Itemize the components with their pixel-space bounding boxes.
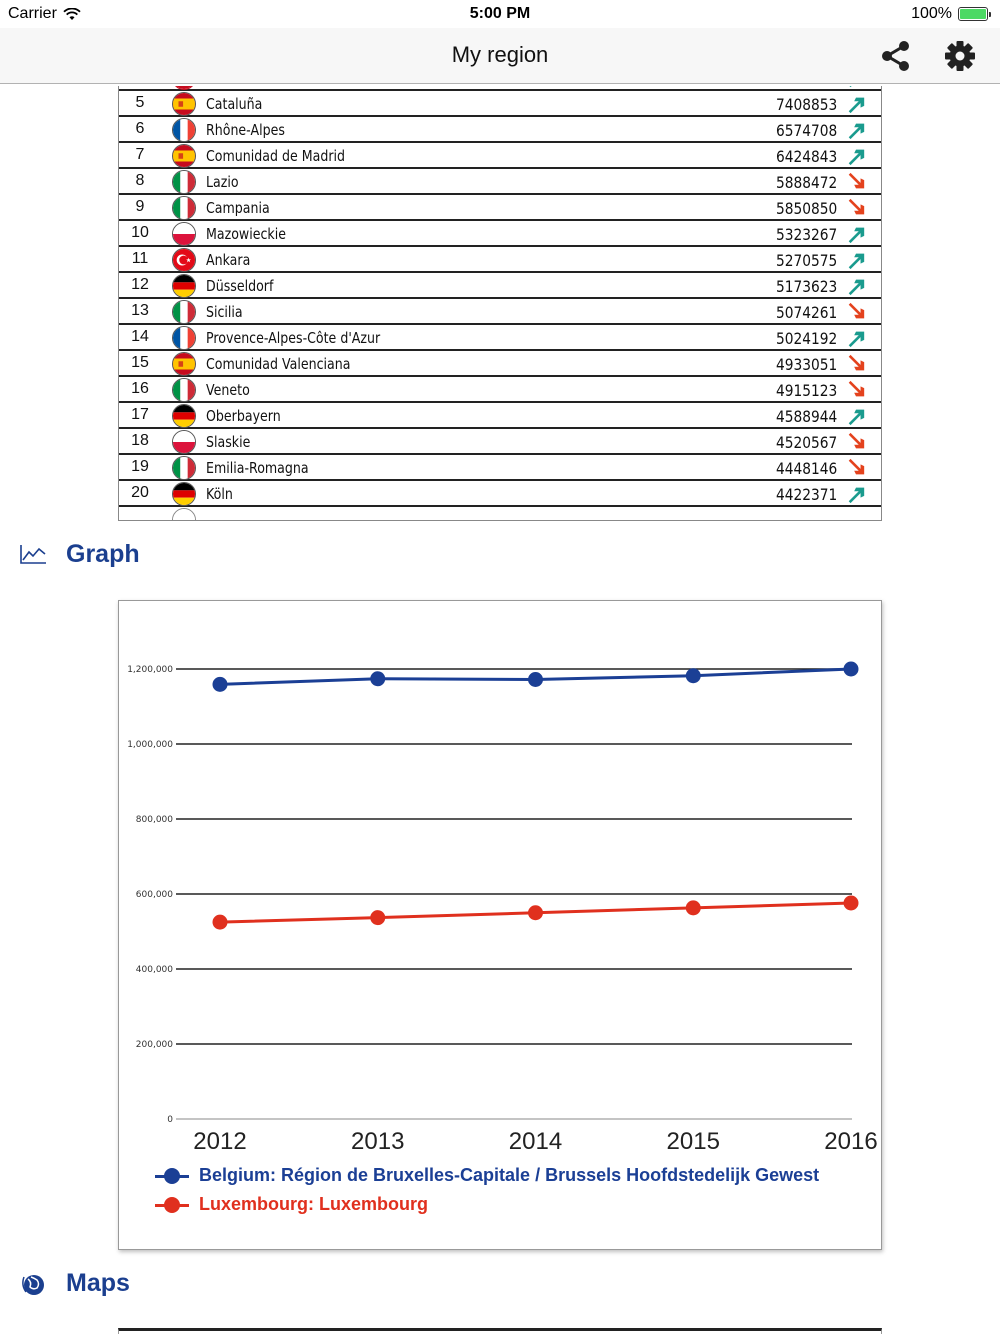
x-tick-label: 2016 bbox=[824, 1128, 878, 1155]
flag-it-icon bbox=[172, 378, 196, 402]
region-name: Provence-Alpes-Côte d'Azur bbox=[206, 329, 381, 347]
y-tick-label: 400,000 bbox=[135, 965, 173, 975]
x-tick-label: 2013 bbox=[351, 1128, 405, 1155]
table-row[interactable] bbox=[119, 117, 881, 143]
table-row[interactable] bbox=[119, 143, 881, 169]
region-name: Sicilia bbox=[206, 303, 243, 321]
graph-section-header bbox=[18, 540, 140, 569]
rank-number: 9 bbox=[135, 198, 145, 215]
trend-up-icon bbox=[845, 328, 867, 348]
population-value: 4448146 bbox=[775, 459, 837, 478]
flag-it-icon bbox=[172, 456, 196, 480]
flag-it-icon bbox=[172, 170, 196, 194]
maps-section-header bbox=[18, 1269, 130, 1298]
table-row[interactable] bbox=[119, 377, 881, 403]
table-row-partial bbox=[119, 507, 881, 521]
trend-up-icon bbox=[845, 146, 867, 166]
trend-down-icon bbox=[845, 458, 867, 478]
data-point bbox=[370, 671, 385, 686]
trend-up-icon bbox=[845, 406, 867, 426]
population-value: 5850850 bbox=[775, 199, 837, 218]
trend-down-icon bbox=[845, 302, 867, 322]
table-row[interactable] bbox=[119, 429, 881, 455]
rank-number: 12 bbox=[131, 276, 149, 293]
trend-down-icon bbox=[845, 354, 867, 374]
population-value: 5173623 bbox=[775, 277, 837, 296]
population-value: 6424843 bbox=[775, 147, 837, 166]
legend-label-luxembourg: Luxembourg: Luxembourg bbox=[199, 1194, 428, 1214]
x-tick-label: 2015 bbox=[666, 1128, 720, 1155]
rank-number: 17 bbox=[131, 406, 149, 423]
data-point bbox=[844, 662, 859, 677]
region-name: Campania bbox=[206, 199, 270, 217]
table-row[interactable] bbox=[119, 195, 881, 221]
region-name: Veneto bbox=[206, 381, 250, 399]
rank-number: 14 bbox=[131, 328, 149, 345]
flag-pl-icon bbox=[172, 430, 196, 454]
flag-tr-icon bbox=[172, 248, 196, 272]
population-value: 4422371 bbox=[775, 485, 837, 504]
legend-item-luxembourg bbox=[155, 1194, 819, 1215]
region-name: Emilia-Romagna bbox=[206, 459, 309, 477]
table-row[interactable] bbox=[119, 481, 881, 507]
table-row[interactable] bbox=[119, 273, 881, 299]
page-title: My region bbox=[451, 42, 549, 67]
flag-de-icon bbox=[172, 404, 196, 428]
flag-es-icon bbox=[172, 92, 196, 116]
trend-up-icon bbox=[845, 94, 867, 114]
battery-percent: 100% bbox=[911, 5, 952, 22]
data-point bbox=[686, 900, 701, 915]
y-tick-label: 600,000 bbox=[135, 890, 173, 900]
trend-up-icon bbox=[845, 276, 867, 296]
rank-number: 13 bbox=[131, 302, 149, 319]
rank-number: 19 bbox=[131, 458, 149, 475]
population-value: 6574708 bbox=[775, 121, 837, 140]
rank-number: 11 bbox=[131, 250, 149, 267]
population-value: 4588944 bbox=[775, 407, 837, 426]
y-tick-label: 200,000 bbox=[135, 1040, 173, 1050]
trend-down-icon bbox=[845, 380, 867, 400]
table-row[interactable] bbox=[119, 325, 881, 351]
table-row[interactable] bbox=[119, 221, 881, 247]
flag-fr-icon bbox=[172, 118, 196, 142]
share-icon[interactable] bbox=[879, 39, 913, 73]
rank-number: 20 bbox=[131, 484, 149, 501]
x-tick-label: 2012 bbox=[193, 1128, 247, 1155]
trend-up-icon bbox=[845, 250, 867, 270]
y-tick-label: 800,000 bbox=[135, 815, 173, 825]
maps-container bbox=[118, 1328, 882, 1334]
table-row[interactable] bbox=[119, 351, 881, 377]
data-point bbox=[528, 672, 543, 687]
rank-number: 15 bbox=[131, 354, 149, 371]
region-name: Köln bbox=[206, 485, 233, 503]
data-point bbox=[686, 668, 701, 683]
trend-down-icon bbox=[845, 198, 867, 218]
maps-section-title: Maps bbox=[66, 1269, 130, 1297]
flag-es-icon bbox=[172, 144, 196, 168]
data-point bbox=[213, 677, 228, 692]
region-name: Rhône-Alpes bbox=[206, 121, 285, 139]
data-point bbox=[528, 905, 543, 920]
flag-it-icon bbox=[172, 300, 196, 324]
rank-number: 6 bbox=[135, 120, 145, 137]
region-name: Mazowieckie bbox=[206, 225, 286, 243]
rank-number: 5 bbox=[135, 94, 145, 111]
data-point bbox=[844, 896, 859, 911]
trend-up-icon bbox=[845, 224, 867, 244]
trend-down-icon bbox=[845, 432, 867, 452]
region-name: Oberbayern bbox=[206, 407, 281, 425]
x-tick-label: 2014 bbox=[508, 1128, 563, 1155]
population-value: 5024192 bbox=[775, 329, 837, 348]
navigation-bar bbox=[0, 28, 1000, 84]
region-name: Comunidad de Madrid bbox=[206, 147, 346, 165]
table-row[interactable] bbox=[119, 403, 881, 429]
status-bar bbox=[0, 0, 1000, 28]
table-row[interactable] bbox=[119, 247, 881, 273]
rank-number: 8 bbox=[135, 172, 145, 189]
ranking-table[interactable] bbox=[118, 86, 882, 521]
table-row[interactable] bbox=[119, 169, 881, 195]
legend-item-belgium bbox=[155, 1165, 819, 1186]
data-point bbox=[213, 915, 228, 930]
population-value: 4933051 bbox=[775, 355, 837, 374]
population-value: 5270575 bbox=[775, 251, 837, 270]
population-value: 7408853 bbox=[775, 95, 837, 114]
trend-up-icon bbox=[845, 120, 867, 140]
region-name: Comunidad Valenciana bbox=[206, 355, 351, 373]
table-row[interactable] bbox=[119, 91, 881, 117]
population-value: 5074261 bbox=[775, 303, 837, 322]
battery-status bbox=[911, 5, 988, 23]
y-tick-label: 1,000,000 bbox=[127, 740, 173, 750]
legend-label-belgium: Belgium: Région de Bruxelles-Capitale / Brussels Hoofdstedelijk Gewest bbox=[199, 1165, 820, 1185]
flag-de-icon bbox=[172, 274, 196, 298]
globe-icon bbox=[18, 1271, 48, 1297]
y-tick-label: 1,200,000 bbox=[127, 665, 173, 675]
clock: 5:00 PM bbox=[469, 5, 531, 22]
flag-de-icon bbox=[172, 482, 196, 506]
population-chart bbox=[118, 600, 882, 1250]
region-name: Cataluña bbox=[206, 95, 263, 113]
population-value: 4520567 bbox=[775, 433, 837, 452]
region-name: Ankara bbox=[206, 251, 251, 269]
population-value: 5323267 bbox=[775, 225, 837, 244]
table-row[interactable] bbox=[119, 299, 881, 325]
region-name: Slaskie bbox=[206, 433, 251, 451]
gear-icon[interactable] bbox=[943, 39, 977, 73]
chart-legend bbox=[155, 1165, 819, 1215]
battery-icon bbox=[958, 7, 988, 21]
rank-number: 10 bbox=[131, 224, 149, 241]
rank-number: 16 bbox=[131, 380, 149, 397]
carrier-label: Carrier bbox=[8, 5, 57, 22]
population-value: 5888472 bbox=[775, 173, 837, 192]
line-chart bbox=[119, 601, 883, 1251]
rank-number: 7 bbox=[135, 146, 145, 163]
region-name: Lazio bbox=[206, 173, 239, 191]
trend-up-icon bbox=[845, 484, 867, 504]
flag-es-icon bbox=[172, 352, 196, 376]
y-tick-label: 0 bbox=[167, 1115, 173, 1125]
line-chart-icon bbox=[18, 542, 48, 568]
flag-it-icon bbox=[172, 196, 196, 220]
flag-pl-icon bbox=[172, 222, 196, 246]
flag-fr-icon bbox=[172, 326, 196, 350]
trend-down-icon bbox=[845, 172, 867, 192]
data-point bbox=[370, 910, 385, 925]
population-value: 4915123 bbox=[775, 381, 837, 400]
graph-section-title: Graph bbox=[66, 540, 140, 568]
rank-number: 18 bbox=[131, 432, 149, 449]
region-name: Düsseldorf bbox=[206, 277, 274, 295]
table-row[interactable] bbox=[119, 455, 881, 481]
